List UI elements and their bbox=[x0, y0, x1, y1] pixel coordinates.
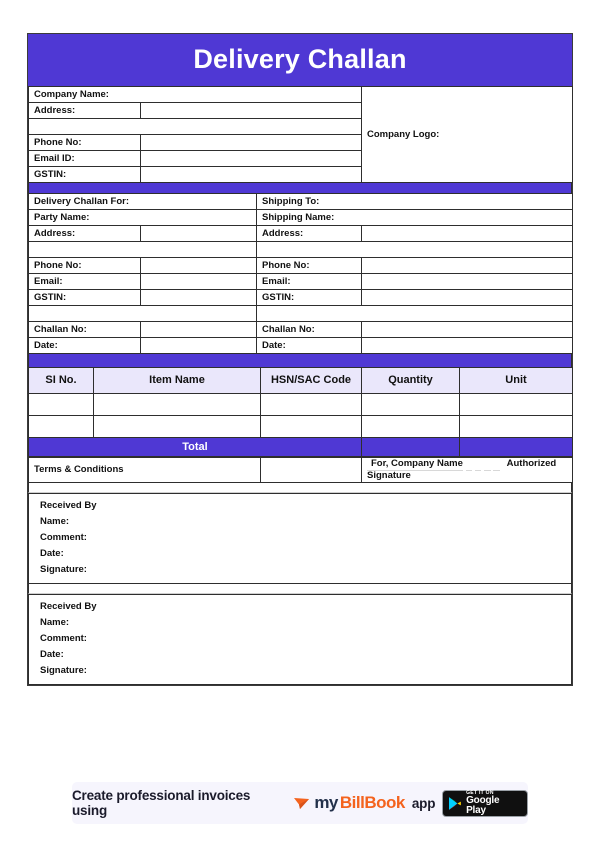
received-by-name-label[interactable]: Name: bbox=[40, 515, 70, 527]
terms-and-conditions-label: Terms & Conditions bbox=[29, 457, 261, 482]
promo-text: Create professional invoices using bbox=[72, 788, 251, 818]
column-header-item-name: Item Name bbox=[94, 368, 261, 393]
store-big-text: Google Play bbox=[466, 794, 500, 816]
shipping-email-value[interactable] bbox=[362, 274, 573, 290]
item-si-no-cell[interactable] bbox=[29, 393, 94, 415]
received-by-block-2 bbox=[28, 594, 572, 685]
party-address-line2-value[interactable] bbox=[29, 242, 257, 258]
table-row bbox=[29, 338, 573, 354]
party-email-value[interactable] bbox=[141, 274, 257, 290]
party-gstin-value[interactable] bbox=[141, 290, 257, 306]
table-row bbox=[29, 290, 573, 306]
received-by-signature-label[interactable]: Signature: bbox=[40, 664, 87, 676]
item-unit-cell[interactable] bbox=[460, 393, 573, 415]
total-quantity-value bbox=[362, 437, 460, 456]
table-row bbox=[29, 306, 573, 322]
party-name-label: Party Name: bbox=[29, 210, 257, 226]
received-by-comment-label[interactable]: Comment: bbox=[40, 531, 87, 543]
table-row bbox=[29, 194, 573, 210]
google-play-text bbox=[466, 791, 521, 816]
party-phone-value[interactable] bbox=[141, 258, 257, 274]
shipping-address-label: Address: bbox=[257, 226, 362, 242]
shipping-email-label: Email: bbox=[257, 274, 362, 290]
item-quantity-cell[interactable] bbox=[362, 415, 460, 437]
item-quantity-cell[interactable] bbox=[362, 393, 460, 415]
signature-blank-line[interactable] bbox=[475, 457, 482, 471]
section-divider-band bbox=[28, 183, 572, 193]
google-play-icon bbox=[448, 796, 462, 811]
brand-name-my: my bbox=[314, 793, 338, 812]
company-address-label: Address: bbox=[29, 103, 141, 119]
table-row bbox=[29, 242, 573, 258]
column-header-unit: Unit bbox=[460, 368, 573, 393]
items-header-row bbox=[29, 368, 573, 393]
delivery-challan-document bbox=[27, 33, 573, 686]
company-address-value[interactable] bbox=[141, 103, 362, 119]
column-header-hsn-sac-code: HSN/SAC Code bbox=[261, 368, 362, 393]
company-logo-placeholder[interactable]: Company Logo: bbox=[362, 87, 573, 183]
received-by-comment-label[interactable]: Comment: bbox=[40, 632, 87, 644]
table-row bbox=[29, 210, 573, 226]
signature-blank-line[interactable] bbox=[493, 457, 500, 471]
party-address-value[interactable] bbox=[141, 226, 257, 242]
section-spacer bbox=[28, 483, 572, 493]
table-row bbox=[29, 393, 573, 415]
shipping-phone-value[interactable] bbox=[362, 258, 573, 274]
received-by-heading: Received By bbox=[40, 499, 97, 511]
shipping-to-heading: Shipping To: bbox=[257, 194, 573, 210]
shipping-date-label: Date: bbox=[257, 338, 362, 354]
brand-name-billbook: BillBook bbox=[339, 793, 405, 812]
column-header-si-no: SI No. bbox=[29, 368, 94, 393]
company-name-label: Company Name: bbox=[29, 87, 362, 103]
item-hsn-sac-cell[interactable] bbox=[261, 393, 362, 415]
party-date-value[interactable] bbox=[141, 338, 257, 354]
company-gstin-value[interactable] bbox=[141, 167, 362, 183]
company-email-label: Email ID: bbox=[29, 151, 141, 167]
shipping-gstin-value[interactable] bbox=[362, 290, 573, 306]
table-row bbox=[29, 226, 573, 242]
company-gstin-label: GSTIN: bbox=[29, 167, 141, 183]
paper-plane-icon bbox=[293, 796, 310, 811]
shipping-address-value[interactable] bbox=[362, 226, 573, 242]
company-details-table bbox=[28, 86, 573, 183]
section-spacer bbox=[28, 584, 572, 594]
company-email-value[interactable] bbox=[141, 151, 362, 167]
item-hsn-sac-cell[interactable] bbox=[261, 415, 362, 437]
column-header-quantity: Quantity bbox=[362, 368, 460, 393]
received-by-signature-label[interactable]: Signature: bbox=[40, 563, 87, 575]
table-row bbox=[29, 457, 573, 482]
received-by-block-1 bbox=[28, 493, 572, 584]
signature-blank-line[interactable] bbox=[466, 457, 473, 471]
table-row bbox=[29, 87, 573, 103]
company-address-line2-value[interactable] bbox=[29, 119, 362, 135]
company-phone-label: Phone No: bbox=[29, 135, 141, 151]
authorized-signature-label: Authorized Signature bbox=[367, 457, 557, 481]
company-phone-value[interactable] bbox=[141, 135, 362, 151]
delivery-challan-for-heading: Delivery Challan For: bbox=[29, 194, 257, 210]
promo-banner bbox=[72, 782, 528, 824]
party-email-label: Email: bbox=[29, 274, 141, 290]
party-shipping-table bbox=[28, 193, 573, 354]
party-date-label: Date: bbox=[29, 338, 141, 354]
shipping-phone-label: Phone No: bbox=[257, 258, 362, 274]
shipping-address-line2-value[interactable] bbox=[257, 242, 573, 258]
shipping-challan-no-value[interactable] bbox=[362, 322, 573, 338]
shipping-name-label: Shipping Name: bbox=[257, 210, 573, 226]
item-si-no-cell[interactable] bbox=[29, 415, 94, 437]
party-address-label: Address: bbox=[29, 226, 141, 242]
for-company-name-label: For, Company Name bbox=[367, 457, 463, 471]
total-unit-value bbox=[460, 437, 573, 456]
terms-middle-cell bbox=[261, 457, 362, 482]
signature-block bbox=[362, 457, 573, 482]
mybillbook-logo bbox=[293, 793, 405, 813]
page-title: Delivery Challan bbox=[28, 34, 572, 86]
items-table bbox=[28, 367, 573, 456]
shipping-date-value[interactable] bbox=[362, 338, 573, 354]
section-divider-band bbox=[28, 354, 572, 367]
received-by-heading: Received By bbox=[40, 600, 97, 612]
party-gstin-label: GSTIN: bbox=[29, 290, 141, 306]
items-total-row bbox=[29, 437, 573, 456]
signature-blank-line[interactable] bbox=[484, 457, 491, 471]
table-row bbox=[29, 258, 573, 274]
party-challan-no-value[interactable] bbox=[141, 322, 257, 338]
table-row bbox=[29, 274, 573, 290]
received-by-name-label[interactable]: Name: bbox=[40, 616, 70, 628]
item-name-cell[interactable] bbox=[94, 415, 261, 437]
party-challan-no-label: Challan No: bbox=[29, 322, 141, 338]
received-by-date-label[interactable]: Date: bbox=[40, 648, 64, 660]
table-row bbox=[29, 415, 573, 437]
party-phone-label: Phone No: bbox=[29, 258, 141, 274]
store-small-text: GET IT ON bbox=[466, 789, 494, 796]
shipping-spacer-cell bbox=[257, 306, 573, 322]
item-unit-cell[interactable] bbox=[460, 415, 573, 437]
table-row bbox=[29, 322, 573, 338]
shipping-gstin-label: GSTIN: bbox=[257, 290, 362, 306]
received-by-date-label[interactable]: Date: bbox=[40, 547, 64, 559]
total-label: Total bbox=[29, 437, 362, 456]
terms-signature-table bbox=[28, 457, 573, 483]
shipping-challan-no-label: Challan No: bbox=[257, 322, 362, 338]
item-name-cell[interactable] bbox=[94, 393, 261, 415]
app-word: app bbox=[411, 795, 436, 811]
google-play-badge[interactable] bbox=[442, 790, 528, 817]
party-spacer-cell bbox=[29, 306, 257, 322]
